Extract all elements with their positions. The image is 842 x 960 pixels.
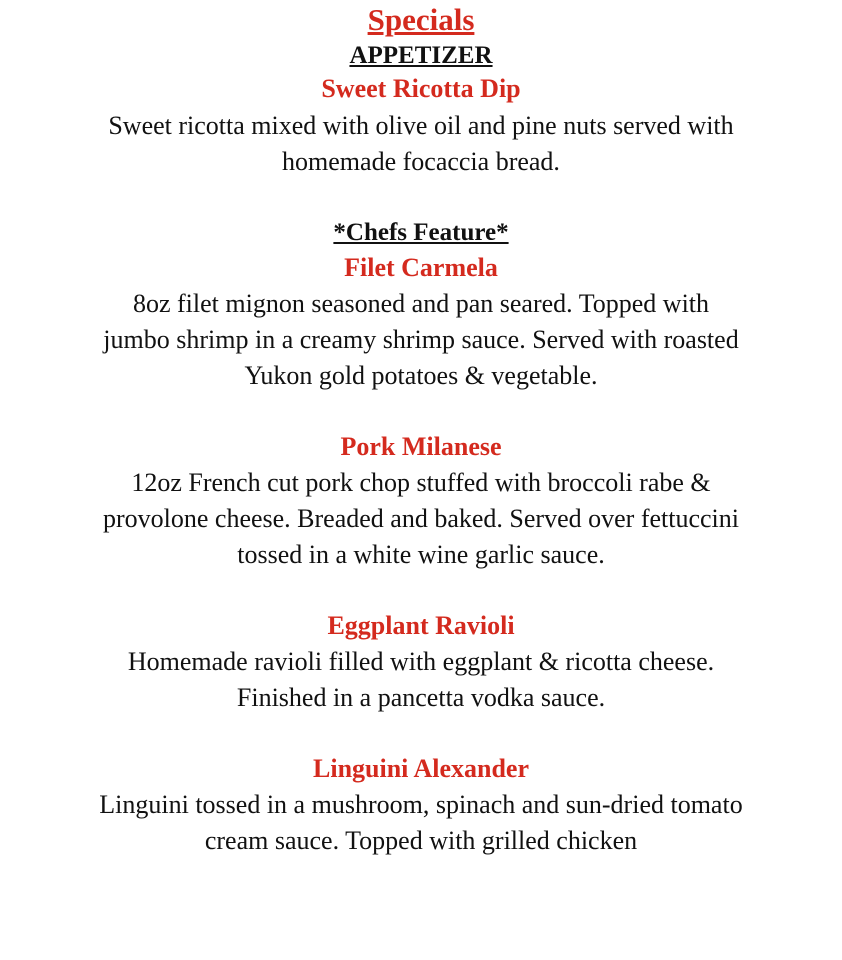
dish-name-linguini-alexander: Linguini Alexander [313,754,529,783]
desc-line: tossed in a white wine garlic sauce. [237,540,605,569]
dish-description-filet-carmela [30,286,812,394]
dish-description-eggplant-ravioli [30,644,812,716]
dish-description-pork-milanese [30,465,812,573]
desc-line: cream sauce. Topped with grilled chicken [204,826,638,855]
appetizer-name: Sweet Ricotta Dip [321,74,521,103]
desc-line: Sweet ricotta mixed with olive oil and pine nuts served with [108,111,734,140]
desc-line: provolone cheese. Breaded and baked. Served over fettuccini [102,504,739,533]
desc-line: 8oz filet mignon seasoned and pan seared. Topped with [132,289,710,318]
appetizer-description [30,108,812,180]
desc-line: Linguini tossed in a mushroom, spinach and sun-dried tomato [99,790,743,819]
menu-title: Specials [367,2,475,37]
desc-line: Yukon gold potatoes & vegetable. [244,361,598,390]
chefs-feature-heading: *Chefs Feature* [333,219,509,246]
desc-line: 12oz French cut pork chop stuffed with broccoli rabe & [131,468,711,497]
desc-line: Homemade ravioli filled with eggplant & ricotta cheese. [127,647,715,676]
desc-line: homemade focaccia bread. [282,147,560,176]
dish-name-filet-carmela: Filet Carmela [344,253,498,282]
desc-line: jumbo shrimp in a creamy shrimp sauce. Served with roasted [103,325,739,354]
dish-name-eggplant-ravioli: Eggplant Ravioli [327,611,515,640]
dish-description-linguini-alexander [30,787,812,859]
appetizer-heading: APPETIZER [349,42,493,69]
dish-name-pork-milanese: Pork Milanese [340,432,502,461]
desc-line: Finished in a pancetta vodka sauce. [236,683,606,712]
